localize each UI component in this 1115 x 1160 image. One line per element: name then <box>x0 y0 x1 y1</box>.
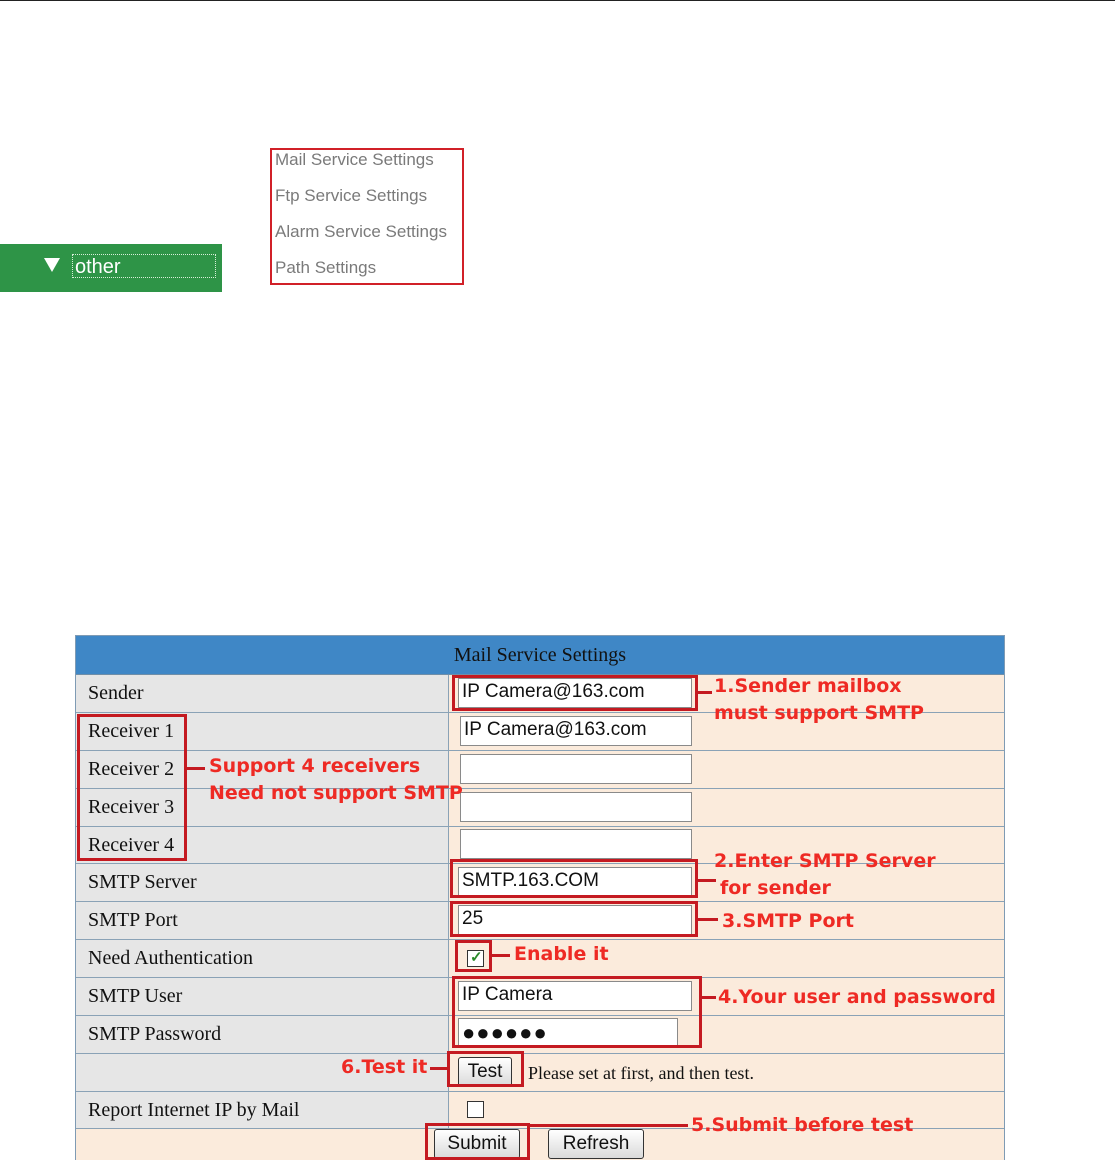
triangle-down-icon <box>44 258 60 272</box>
smtp-port-connector <box>698 918 718 921</box>
smtp-server-highlight-box <box>450 859 698 898</box>
top-divider <box>0 0 1115 1</box>
receiver-2-label: Receiver 2 <box>88 758 175 780</box>
submit-button[interactable]: Submit <box>434 1129 520 1159</box>
annotation-port: 3.SMTP Port <box>722 910 854 932</box>
annotation-sender-line2: must support SMTP <box>714 702 924 724</box>
receiver-4-input[interactable] <box>460 829 692 859</box>
report-ip-label: Report Internet IP by Mail <box>88 1099 300 1121</box>
refresh-button[interactable]: Refresh <box>548 1129 644 1159</box>
smtp-password-input[interactable]: ●●●●●● <box>458 1018 678 1048</box>
checkmark-icon: ✓ <box>470 949 483 966</box>
annotation-submit: 5.Submit before test <box>691 1114 914 1136</box>
submenu <box>270 148 464 285</box>
annotation-test: 6.Test it <box>341 1056 428 1078</box>
test-note: Please set at first, and then test. <box>528 1063 754 1083</box>
receiver-2-input[interactable] <box>460 754 692 784</box>
submenu-item-alarm[interactable]: Alarm Service Settings <box>275 222 447 241</box>
smtp-server-connector <box>698 879 716 882</box>
annotation-user-password: 4.Your user and password <box>718 986 996 1008</box>
auth-highlight-box <box>455 940 492 972</box>
receiver-4-label: Receiver 4 <box>88 834 175 856</box>
smtp-server-label: SMTP Server <box>88 871 197 893</box>
report-ip-checkbox[interactable] <box>467 1101 484 1118</box>
receiver-1-label: Receiver 1 <box>88 720 175 742</box>
receiver-3-label: Receiver 3 <box>88 796 175 818</box>
smtp-port-highlight-box <box>450 901 698 937</box>
smtp-password-label: SMTP Password <box>88 1023 222 1045</box>
user-password-connector <box>702 996 716 999</box>
annotation-auth: Enable it <box>514 943 609 965</box>
receivers-highlight-box <box>77 714 187 861</box>
test-highlight-box <box>447 1051 524 1087</box>
need-auth-label: Need Authentication <box>88 947 253 969</box>
sidebar-item-other[interactable] <box>0 244 222 292</box>
sidebar-item-label: other <box>72 254 216 278</box>
submit-highlight-box <box>425 1123 530 1160</box>
receiver-3-input[interactable] <box>460 792 692 822</box>
annotation-server-line2: for sender <box>720 877 831 899</box>
smtp-port-label: SMTP Port <box>88 909 178 931</box>
user-password-highlight-box <box>452 976 702 1048</box>
annotation-sender-line1: 1.Sender mailbox <box>714 675 902 697</box>
submenu-item-path[interactable]: Path Settings <box>275 258 377 277</box>
sender-connector <box>698 691 712 694</box>
annotation-receivers-line1: Support 4 receivers <box>209 755 421 777</box>
annotation-receivers-line2: Need not support SMTP <box>209 782 463 804</box>
smtp-port-input[interactable]: 25 <box>458 905 692 935</box>
row-test <box>76 1054 1004 1092</box>
sender-input[interactable]: IP Camera@163.com <box>458 678 692 708</box>
sender-label: Sender <box>88 682 144 704</box>
receiver-1-input[interactable]: IP Camera@163.com <box>460 716 692 746</box>
test-connector <box>430 1067 447 1070</box>
submenu-item-mail[interactable]: Mail Service Settings <box>275 150 434 169</box>
test-button[interactable]: Test <box>458 1057 512 1087</box>
smtp-server-input[interactable]: SMTP.163.COM <box>458 867 692 897</box>
auth-connector <box>492 954 510 957</box>
sender-highlight-box <box>452 675 698 711</box>
submit-connector <box>530 1124 688 1127</box>
smtp-user-label: SMTP User <box>88 985 183 1007</box>
panel-title: Mail Service Settings <box>76 636 1004 675</box>
receivers-connector <box>187 767 205 770</box>
annotation-server-line1: 2.Enter SMTP Server <box>714 850 936 872</box>
smtp-user-input[interactable]: IP Camera <box>458 981 692 1011</box>
submenu-item-ftp[interactable]: Ftp Service Settings <box>275 186 428 205</box>
